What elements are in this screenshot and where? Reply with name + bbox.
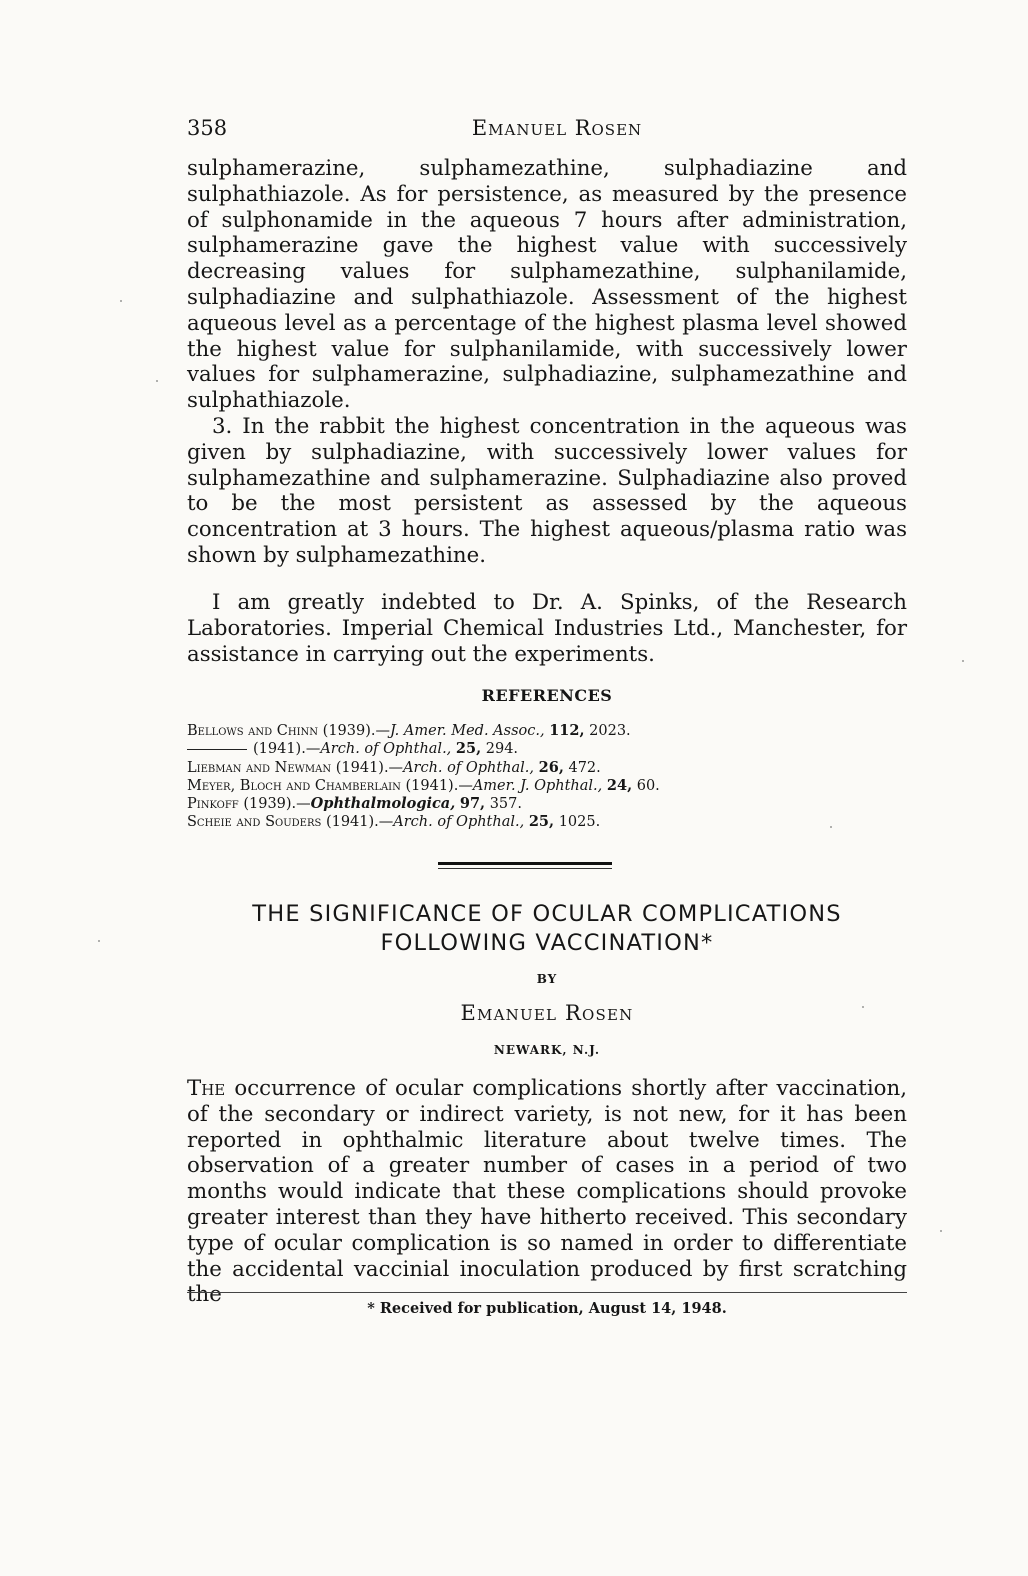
- byline-by: BY: [536, 972, 558, 986]
- scan-speck: [98, 940, 100, 942]
- reference-item: [187, 740, 907, 758]
- ref-journal: Amer. J. Ophthal.,: [472, 777, 603, 794]
- section-divider-thin: [438, 868, 612, 869]
- body-paragraph: 3. In the rabbit the highest concentration in the aqueous was given by sulphadiazine, with successively lower values for sulphamezathine and sulphamerazine. Sulphadiazine also proved to be the most persistent as assessed by the aqueous concentration at 3 hours. The highest aqueous/plasma ratio was shown by sulphamezathine.: [187, 413, 907, 568]
- opening-paragraph: [187, 1076, 907, 1308]
- body-continuation: [187, 156, 907, 569]
- ref-journal: Arch. of Ophthal.,: [320, 741, 452, 758]
- ref-journal: J. Amer. Med. Assoc.,: [389, 723, 545, 739]
- ref-year: (1941).—: [325, 814, 394, 831]
- scan-speck: [156, 380, 158, 382]
- ref-volume: 26,: [538, 758, 564, 776]
- scan-speck: [962, 660, 964, 662]
- ref-volume: 97,: [459, 795, 486, 813]
- ref-authors: Liebman and Newman: [187, 759, 332, 776]
- reference-item: [187, 722, 907, 740]
- page-number: 358: [187, 116, 228, 140]
- reference-item: [187, 795, 907, 813]
- running-title: Emanuel Rosen: [471, 116, 643, 140]
- references-heading: REFERENCES: [481, 686, 613, 705]
- scan-speck: [830, 826, 832, 828]
- scan-speck: [120, 300, 122, 302]
- scan-speck: [862, 1006, 864, 1008]
- reference-item: [187, 813, 907, 831]
- ref-journal: Arch. of Ophthal.,: [393, 814, 525, 831]
- article-author: Emanuel Rosen: [460, 1001, 634, 1025]
- article-title: [187, 900, 907, 958]
- article-title-line: FOLLOWING VACCINATION*: [380, 930, 714, 956]
- ref-page: 60.: [636, 777, 660, 794]
- ditto-dash: [187, 749, 247, 750]
- ref-year: (1939).—: [243, 796, 311, 813]
- ref-page: 1025.: [558, 814, 601, 831]
- ref-page: 357.: [489, 796, 522, 813]
- article-title-line: THE SIGNIFICANCE OF OCULAR COMPLICATIONS: [252, 901, 842, 927]
- ref-year: (1941).—: [335, 759, 404, 776]
- ref-journal: Arch. of Ophthal.,: [403, 759, 535, 776]
- acknowledgement-text: I am greatly indebted to Dr. A. Spinks, of the Research Laboratories. Imperial Chemical Industries Ltd., Manchester, for assistance in carrying out the experiments.: [187, 590, 907, 667]
- ref-year: (1939).—: [322, 723, 390, 739]
- scan-speck: [940, 1230, 942, 1232]
- ref-authors: Bellows and Chinn: [187, 723, 319, 739]
- author-location: NEWARK, N.J.: [493, 1043, 601, 1057]
- ref-volume: 112,: [549, 722, 585, 739]
- opening-lead-word: The: [187, 1076, 226, 1101]
- article-body: [187, 1076, 907, 1308]
- acknowledgement: [187, 590, 907, 667]
- ref-volume: 25,: [455, 740, 482, 758]
- ref-volume: 24,: [606, 776, 633, 794]
- section-divider-thick: [438, 862, 612, 865]
- footnote: * Received for publication, August 14, 1948.: [367, 1300, 727, 1317]
- footnote-rule: [187, 1292, 907, 1293]
- ref-volume: 25,: [528, 813, 555, 831]
- ref-year: (1941).—: [253, 741, 321, 758]
- reference-item: [187, 777, 907, 795]
- ref-authors: Scheie and Souders: [187, 814, 322, 831]
- ref-page: 472.: [568, 759, 601, 776]
- ref-journal: Ophthalmologica,: [310, 795, 456, 813]
- ref-authors: Meyer, Bloch and Chamberlain: [187, 777, 401, 794]
- ref-page: 2023.: [589, 723, 631, 739]
- ref-page: 294.: [485, 741, 519, 758]
- running-header: [187, 116, 907, 144]
- ref-year: (1941).—: [405, 777, 473, 794]
- ref-authors: Pinkoff: [187, 796, 239, 813]
- body-paragraph: sulphamerazine, sulphamezathine, sulphadiazine and sulphathiazole. As for persistence, as measured by the presence of sulphonamide in the aqueous 7 hours after administration, sulphamerazine gave the highest value with successively decreasing values for sulphamezathine, sulphanilamide, sulphadiazine and sulphathiazole. Assessment of the highest aqueous level as a percentage of the highest plasma level showed the highest value for sulphanilamide, with successively lower values for sulphamerazine, sulphadiazine, sulphamezathine and sulphathiazole.: [187, 156, 907, 414]
- reference-item: [187, 759, 907, 777]
- references-list: [187, 722, 907, 832]
- opening-text: occurrence of ocular complications shortly after vaccination, of the secondary or indirect variety, is not new, for it has been reported in ophthalmic literature about twelve times. The observation of a greater number of cases in a period of two months would indicate that these complications should provoke greater interest than they have hitherto received. This secondary type of ocular complication is so named in order to differentiate the accidental vaccinial inoculation produced by first scratching the: [187, 1076, 907, 1308]
